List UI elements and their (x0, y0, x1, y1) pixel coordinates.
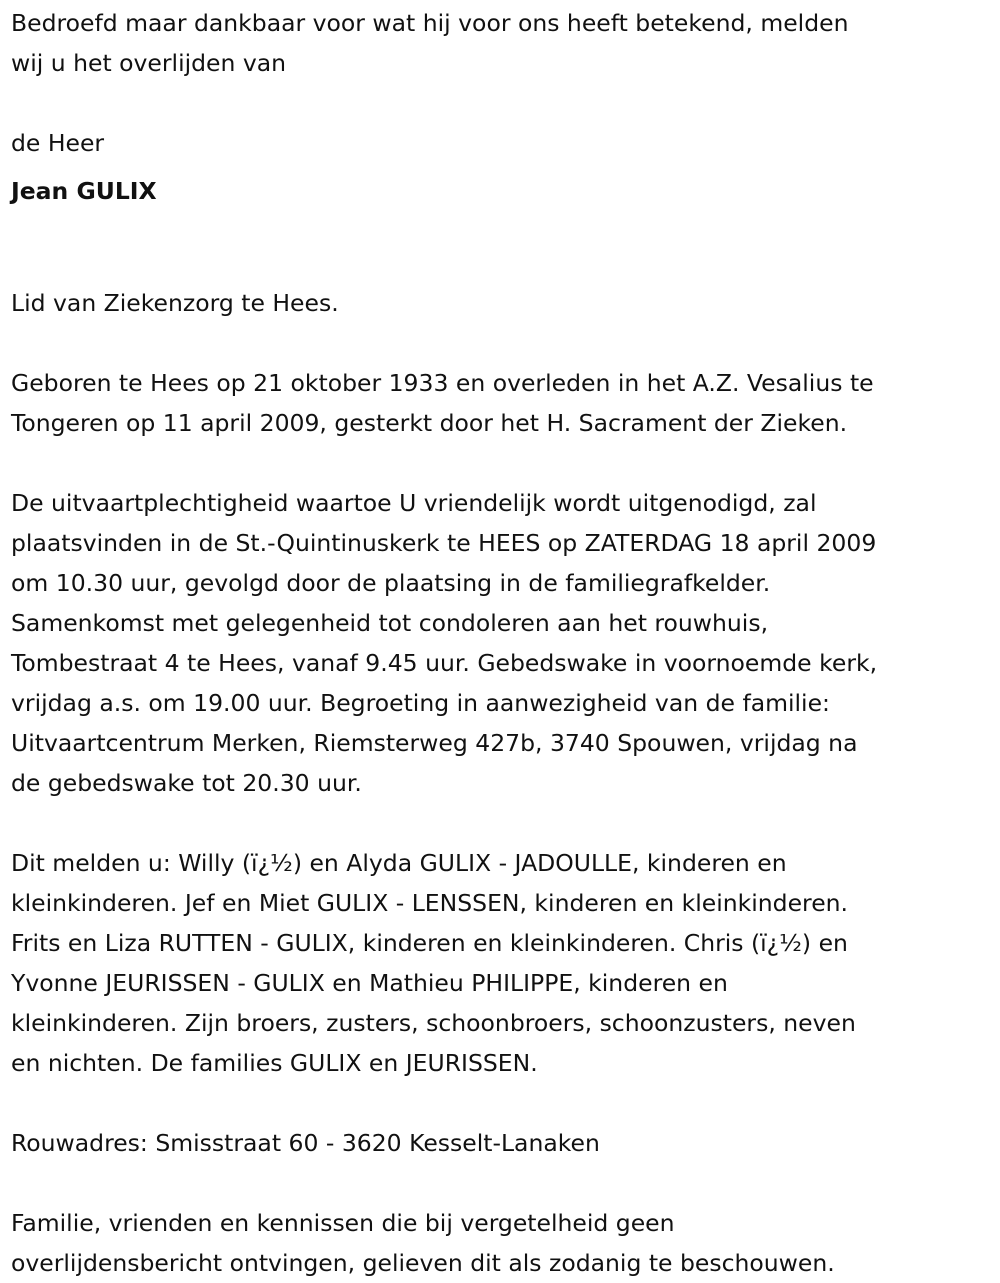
address-paragraph (11, 1123, 1000, 1163)
text-line: Samenkomst met gelegenheid tot condoleren aan het rouwhuis, (11, 609, 769, 637)
text-line: kleinkinderen. Zijn broers, zusters, schoonbroers, schoonzusters, neven (11, 1009, 856, 1037)
intro-paragraph (11, 3, 1000, 83)
closing-paragraph (11, 1203, 1000, 1283)
text-line: Tombestraat 4 te Hees, vanaf 9.45 uur. Gebedswake in voornoemde kerk, (11, 649, 878, 677)
text-line: kleinkinderen. Jef en Miet GULIX - LENSSEN, kinderen en kleinkinderen. (11, 889, 849, 917)
text-line: Tongeren op 11 april 2009, gesterkt door het H. Sacrament der Zieken. (11, 409, 848, 437)
birth-death-paragraph (11, 363, 1000, 443)
text-line: om 10.30 uur, gevolgd door de plaatsing in de familiegrafkelder. (11, 569, 771, 597)
text-line: Uitvaartcentrum Merken, Riemsterweg 427b, 3740 Spouwen, vrijdag na (11, 729, 858, 757)
text-line: vrijdag a.s. om 19.00 uur. Begroeting in aanwezigheid van de familie: (11, 689, 830, 717)
membership-paragraph (11, 283, 1000, 323)
text-line: Lid van Ziekenzorg te Hees. (11, 289, 339, 317)
text-line: Dit melden u: Willy (ï¿½) en Alyda GULIX - JADOULLE, kinderen en (11, 849, 787, 877)
text-line: Geboren te Hees op 21 oktober 1933 en overleden in het A.Z. Vesalius te (11, 369, 874, 397)
text-line: de gebedswake tot 20.30 uur. (11, 769, 362, 797)
text-line: Yvonne JEURISSEN - GULIX en Mathieu PHILIPPE, kinderen en (11, 969, 728, 997)
text-line: en nichten. De families GULIX en JEURISSEN. (11, 1049, 538, 1077)
text-line: Familie, vrienden en kennissen die bij vergetelheid geen (11, 1209, 675, 1237)
family-paragraph (11, 843, 1000, 1083)
text-line: wij u het overlijden van (11, 49, 287, 77)
honorific: de Heer (11, 129, 105, 157)
text-line: Bedroefd maar dankbaar voor wat hij voor ons heeft betekend, melden (11, 9, 849, 37)
deceased-name: Jean GULIX (11, 177, 157, 205)
text-line: plaatsvinden in de St.-Quintinuskerk te HEES op ZATERDAG 18 april 2009 (11, 529, 877, 557)
text-line: Frits en Liza RUTTEN - GULIX, kinderen en kleinkinderen. Chris (ï¿½) en (11, 929, 848, 957)
text-line: overlijdensbericht ontvingen, gelieven dit als zodanig te beschouwen. (11, 1249, 835, 1277)
text-line: Rouwadres: Smisstraat 60 - 3620 Kesselt-Lanaken (11, 1129, 600, 1157)
ceremony-paragraph (11, 483, 1000, 803)
text-line: De uitvaartplechtigheid waartoe U vriendelijk wordt uitgenodigd, zal (11, 489, 817, 517)
